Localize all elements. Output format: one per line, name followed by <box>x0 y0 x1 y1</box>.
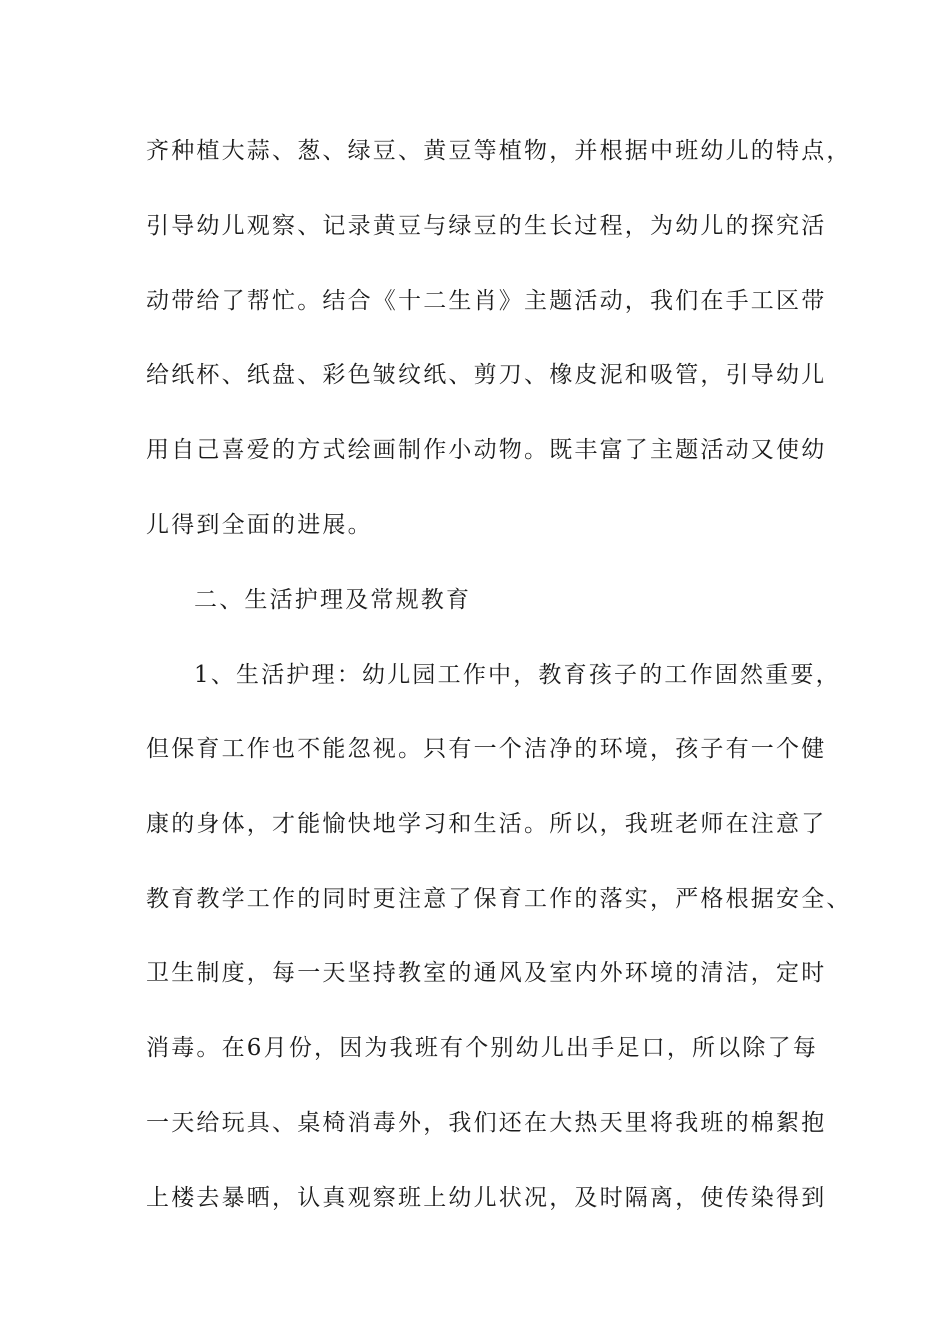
text-line: 但保育工作也不能忽视。只有一个洁净的环境，孩子有一个健 <box>146 736 827 762</box>
text-line: 一天给玩具、桌椅消毒外，我们还在大热天里将我班的棉絮抱 <box>146 1110 827 1136</box>
text-line: 引导幼儿观察、记录黄豆与绿豆的生长过程，为幼儿的探究活 <box>146 213 827 239</box>
text-line: 消毒。在6月份，因为我班有个别幼儿出手足口，所以除了每 <box>146 1035 819 1061</box>
paragraph-start-line: 1、生活护理：幼儿园工作中，教育孩子的工作固然重要， <box>194 662 841 688</box>
text-line: 上楼去暴晒，认真观察班上幼儿状况，及时隔离，使传染得到 <box>146 1185 827 1211</box>
text-line: 齐种植大蒜、葱、绿豆、黄豆等植物，并根据中班幼儿的特点， <box>146 138 852 164</box>
text-line: 卫生制度，每一天坚持教室的通风及室内外环境的清洁，定时 <box>146 960 827 986</box>
section-heading: 二、生活护理及常规教育 <box>194 587 472 613</box>
text-line: 给纸杯、纸盘、彩色皱纹纸、剪刀、橡皮泥和吸管，引导幼儿 <box>146 362 827 388</box>
text-line: 动带给了帮忙。结合《十二生肖》主题活动，我们在手工区带 <box>146 288 827 314</box>
text-line: 用自己喜爱的方式绘画制作小动物。既丰富了主题活动又使幼 <box>146 437 827 463</box>
text-line: 教育教学工作的同时更注意了保育工作的落实，严格根据安全、 <box>146 886 852 912</box>
text-line: 康的身体，才能愉快地学习和生活。所以，我班老师在注意了 <box>146 811 827 837</box>
text-line: 儿得到全面的进展。 <box>146 512 373 538</box>
